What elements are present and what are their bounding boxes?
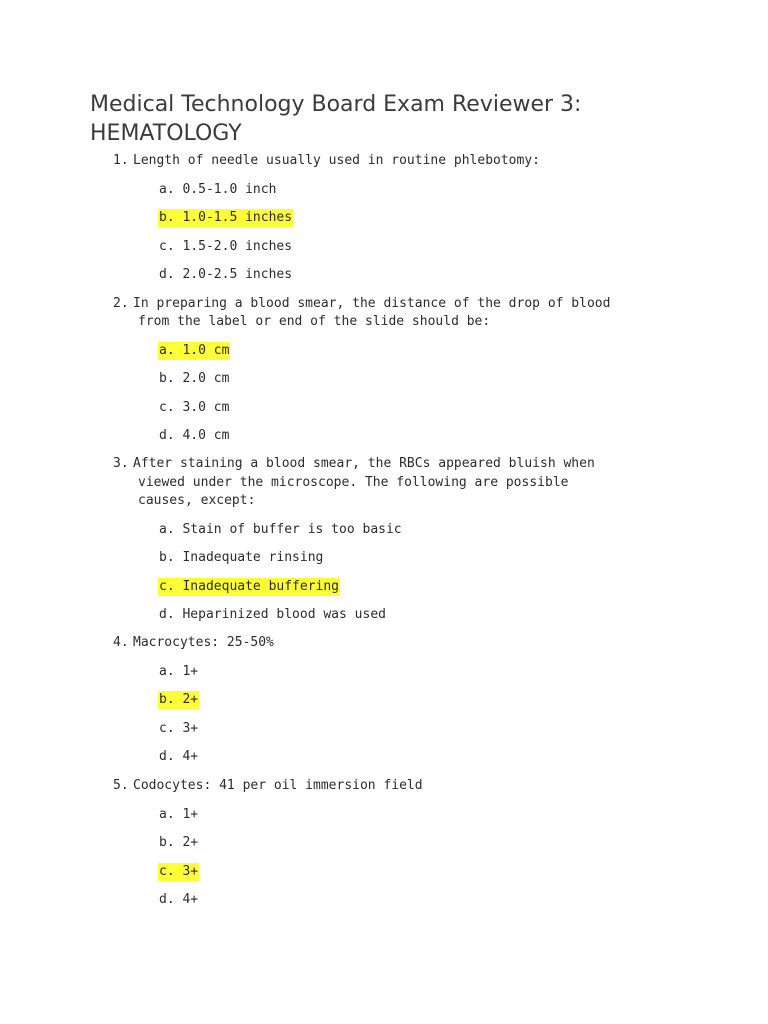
question-4-option-c: c. 3+ <box>159 721 199 736</box>
question-2 <box>113 296 610 311</box>
question-4-option-d: d. 4+ <box>159 749 199 764</box>
question-number: 4. <box>113 635 129 650</box>
question-4-option-b-highlighted: b. 2+ <box>159 692 199 707</box>
question-text: Length of needle usually used in routine phlebotomy: <box>133 153 540 168</box>
question-5 <box>113 778 423 793</box>
question-5-option-b: b. 2+ <box>159 835 199 850</box>
question-2-option-a-highlighted: a. 1.0 cm <box>159 343 230 358</box>
question-number: 5. <box>113 778 129 793</box>
question-text: Macrocytes: 25-50% <box>133 635 274 650</box>
question-2-option-d: d. 4.0 cm <box>159 428 230 443</box>
page-title <box>90 90 730 148</box>
question-3-option-d: d. Heparinized blood was used <box>159 607 386 622</box>
question-text: In preparing a blood smear, the distance of the drop of blood <box>133 296 611 311</box>
question-3 <box>113 456 595 471</box>
question-3-option-b: b. Inadequate rinsing <box>159 550 324 565</box>
question-1-option-a: a. 0.5-1.0 inch <box>159 182 277 197</box>
question-text: Codocytes: 41 per oil immersion field <box>133 778 423 793</box>
question-2-option-b: b. 2.0 cm <box>159 371 230 386</box>
question-2-option-c: c. 3.0 cm <box>159 400 230 415</box>
question-5-option-c-highlighted: c. 3+ <box>159 864 199 879</box>
question-3-option-a: a. Stain of buffer is too basic <box>159 522 402 537</box>
title-line-1: Medical Technology Board Exam Reviewer 3: <box>90 92 582 117</box>
question-1-option-b-highlighted: b. 1.0-1.5 inches <box>159 210 293 225</box>
question-3-text-line-3: causes, except: <box>138 493 256 508</box>
question-text: After staining a blood smear, the RBCs appeared bluish when <box>133 456 595 471</box>
question-number: 3. <box>113 456 129 471</box>
question-4-option-a: a. 1+ <box>159 664 199 679</box>
question-3-option-c-highlighted: c. Inadequate buffering <box>159 579 340 594</box>
question-5-option-d: d. 4+ <box>159 892 199 907</box>
question-4 <box>113 635 274 650</box>
title-line-2: HEMATOLOGY <box>90 121 242 146</box>
question-5-option-a: a. 1+ <box>159 807 199 822</box>
question-number: 2. <box>113 296 129 311</box>
question-2-text-line-2: from the label or end of the slide should be: <box>138 314 491 329</box>
question-3-text-line-2: viewed under the microscope. The following are possible <box>138 475 569 490</box>
question-number: 1. <box>113 153 129 168</box>
question-1-option-c: c. 1.5-2.0 inches <box>159 239 293 254</box>
question-1-option-d: d. 2.0-2.5 inches <box>159 267 293 282</box>
question-1 <box>113 153 540 168</box>
